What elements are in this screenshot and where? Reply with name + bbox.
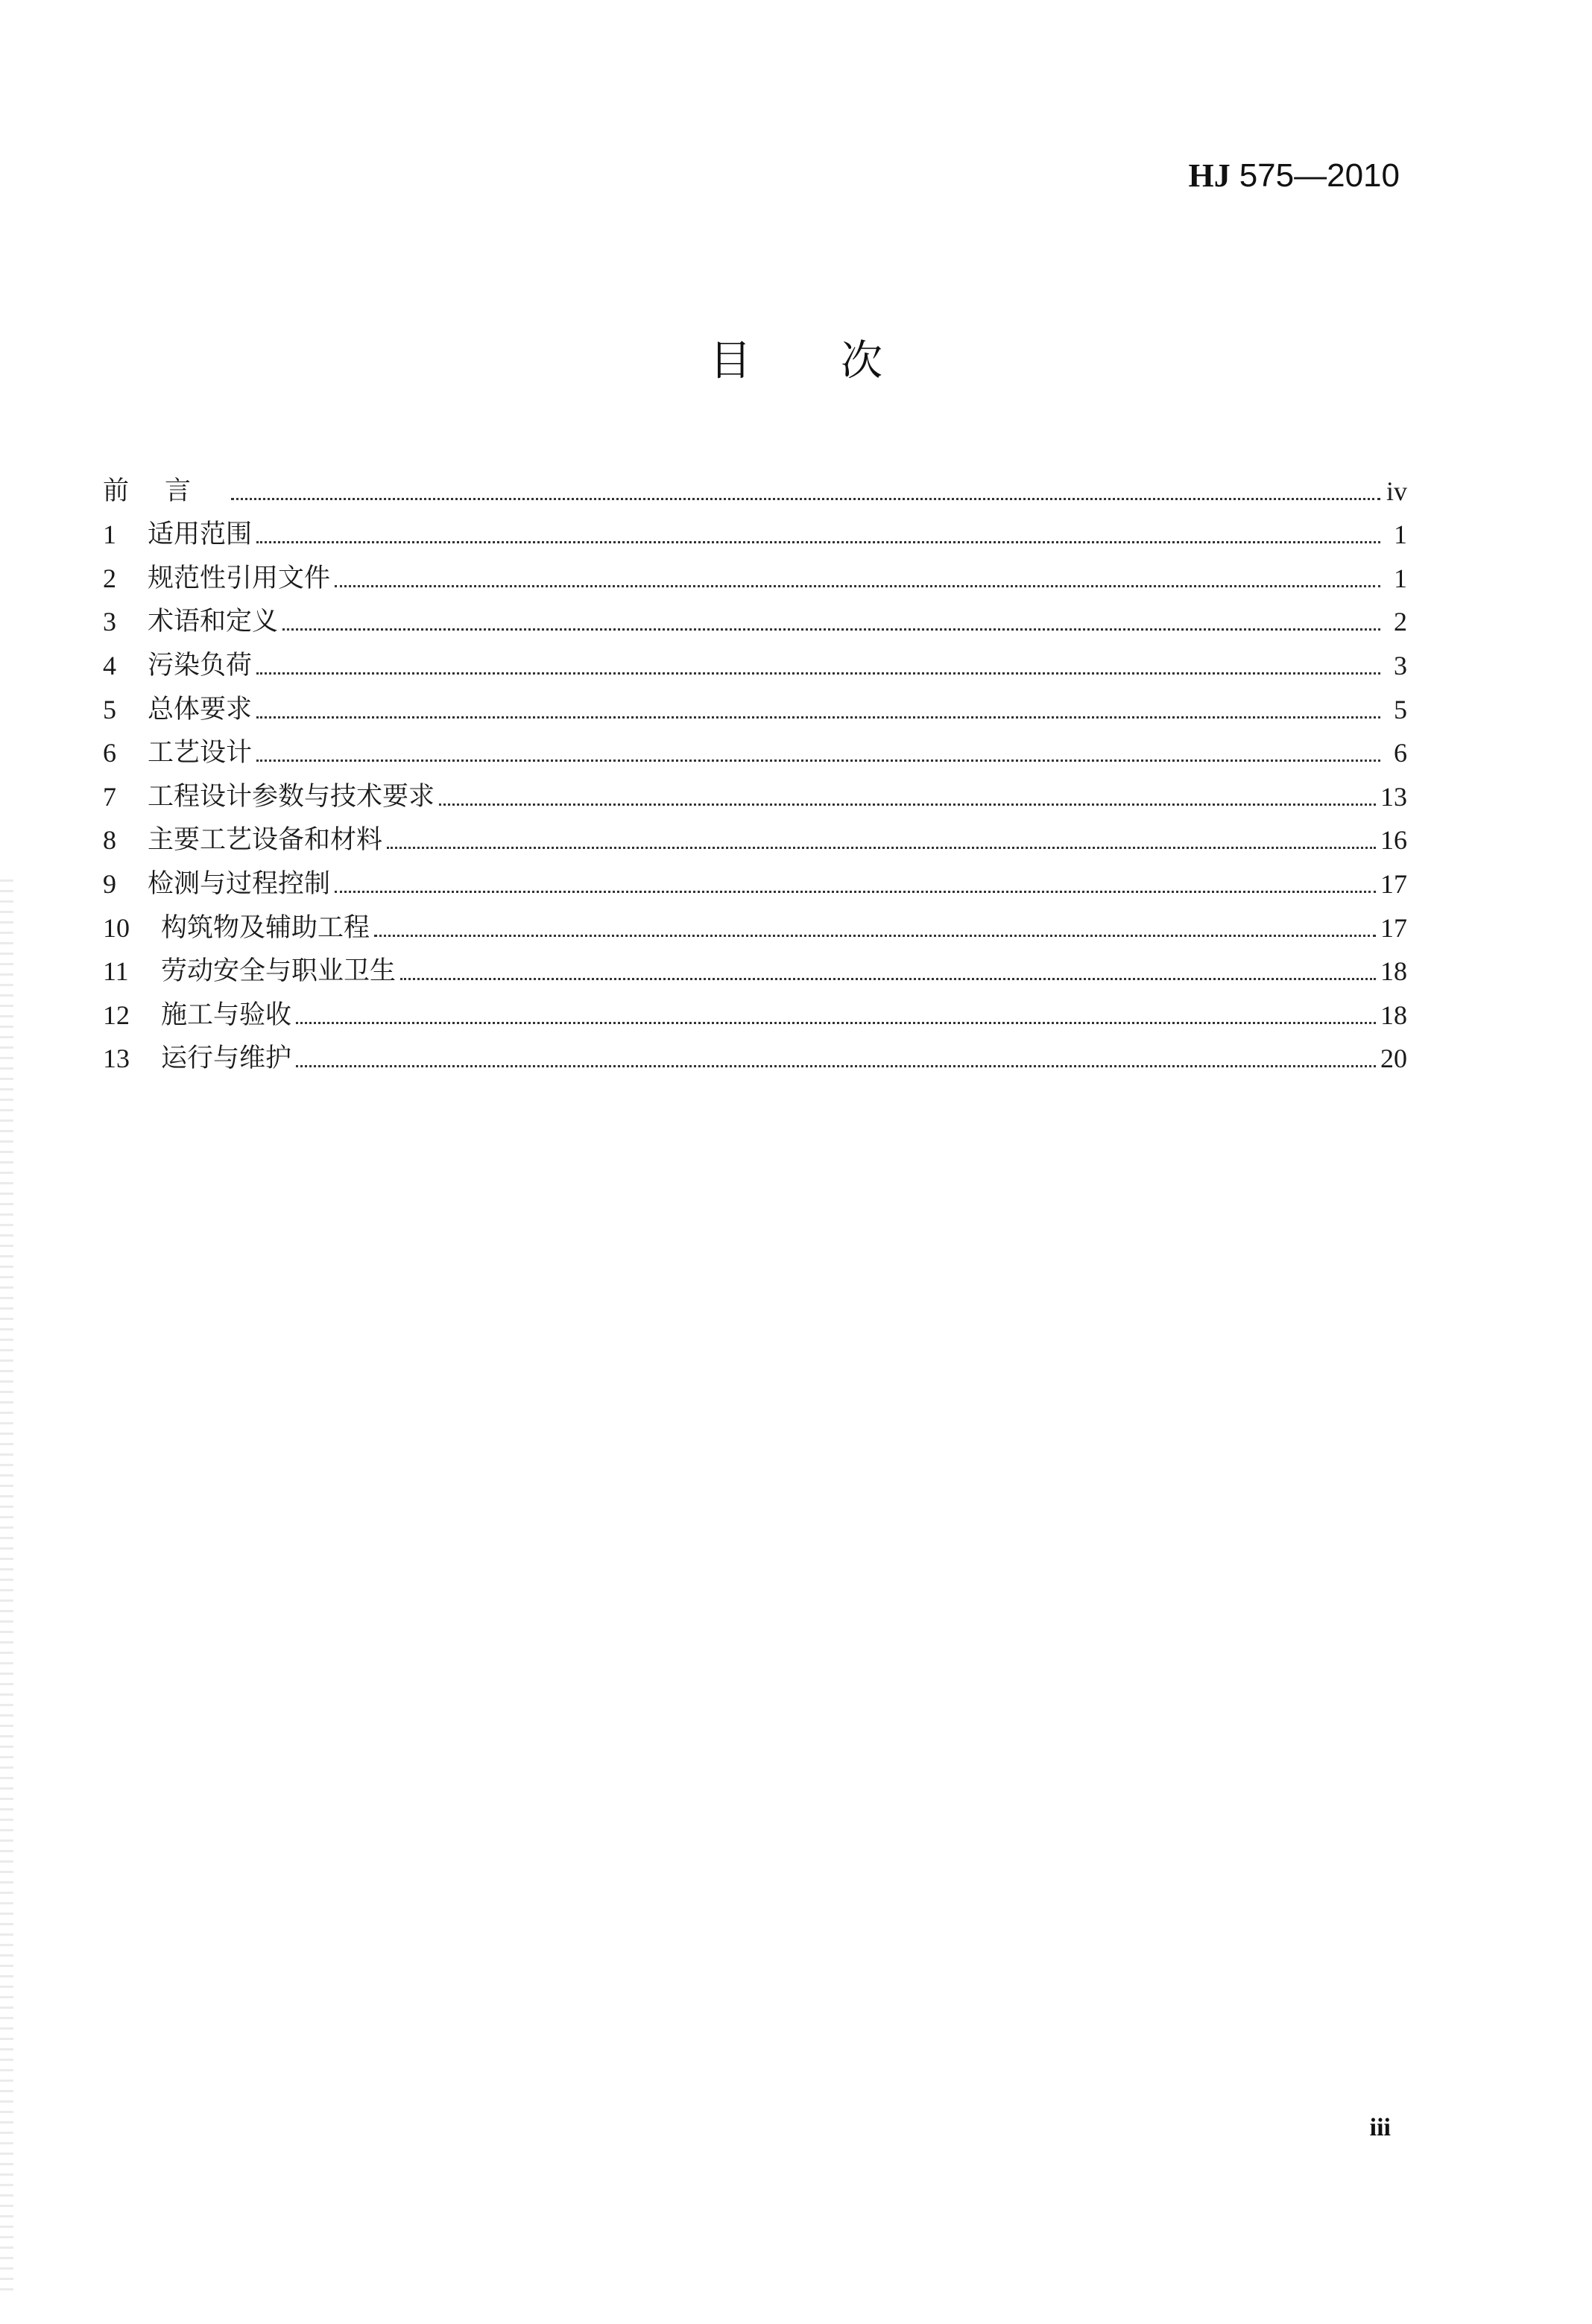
toc-row-6[interactable] — [103, 724, 1407, 768]
toc-page: 1 — [1394, 520, 1407, 550]
toc-number: 9 — [103, 868, 116, 899]
toc-leader — [231, 498, 1380, 500]
toc-label: 工程设计参数与技术要求 — [148, 781, 435, 812]
toc-page: 3 — [1394, 650, 1407, 681]
toc-row-10[interactable] — [103, 899, 1407, 943]
toc-page: 16 — [1380, 825, 1407, 856]
toc-number: 8 — [103, 825, 116, 856]
toc-page: 17 — [1380, 912, 1407, 943]
toc-page: 6 — [1394, 738, 1407, 768]
toc-leader — [387, 847, 1376, 849]
toc-leader — [400, 978, 1376, 980]
toc-number: 11 — [103, 956, 129, 987]
toc-label: 适用范围 — [148, 520, 253, 550]
toc-title: 目次 — [710, 337, 972, 385]
toc-page: iv — [1386, 476, 1407, 506]
toc-label: 施工与验收 — [161, 1000, 292, 1030]
toc-leader — [256, 541, 1380, 543]
toc-page: 13 — [1380, 781, 1407, 812]
toc-row-13[interactable] — [103, 1030, 1407, 1074]
toc-number: 10 — [103, 912, 130, 943]
toc-number: 4 — [103, 650, 116, 681]
toc-number: 13 — [103, 1043, 130, 1074]
toc-label: 检测与过程控制 — [148, 868, 331, 899]
toc-label: 主要工艺设备和材料 — [148, 825, 383, 856]
toc-row-3[interactable] — [103, 593, 1407, 637]
toc-label: 运行与维护 — [161, 1043, 292, 1074]
toc-number: 2 — [103, 563, 116, 593]
toc-label: 构筑物及辅助工程 — [161, 912, 370, 943]
toc-label: 工艺设计 — [148, 738, 253, 768]
toc-label: 规范性引用文件 — [148, 563, 331, 593]
toc-row-9[interactable] — [103, 855, 1407, 899]
toc-leader — [335, 891, 1376, 893]
toc-number: 7 — [103, 781, 116, 812]
toc-label: 污染负荷 — [148, 650, 253, 681]
toc-row-12[interactable] — [103, 986, 1407, 1030]
toc-row-5[interactable] — [103, 681, 1407, 724]
toc-row-11[interactable] — [103, 943, 1407, 987]
toc-row-2[interactable] — [103, 549, 1407, 593]
toc-leader — [296, 1065, 1376, 1067]
toc-label: 劳动安全与职业卫生 — [161, 956, 397, 987]
toc-number: 3 — [103, 607, 116, 637]
toc-label: 术语和定义 — [148, 607, 279, 637]
toc-label: 总体要求 — [148, 694, 253, 724]
toc-number: 1 — [103, 520, 116, 550]
page-number: iii — [1369, 2114, 1391, 2141]
toc-label: 前言 — [103, 476, 227, 506]
table-of-contents — [103, 462, 1407, 1073]
toc-page: 5 — [1394, 694, 1407, 724]
toc-page: 2 — [1394, 607, 1407, 637]
toc-leader — [256, 716, 1380, 719]
toc-number: 12 — [103, 1000, 130, 1030]
toc-page: 17 — [1380, 868, 1407, 899]
toc-row-4[interactable] — [103, 637, 1407, 681]
toc-leader — [282, 628, 1380, 631]
toc-row-preface[interactable] — [103, 462, 1407, 506]
toc-row-8[interactable] — [103, 812, 1407, 856]
toc-leader — [374, 935, 1376, 937]
toc-leader — [335, 585, 1380, 587]
toc-leader — [296, 1022, 1376, 1024]
toc-row-7[interactable] — [103, 768, 1407, 812]
toc-number: 6 — [103, 738, 116, 768]
toc-page: 18 — [1380, 1000, 1407, 1030]
scan-edge-artifact — [0, 880, 13, 2296]
toc-page: 1 — [1394, 563, 1407, 593]
toc-number: 5 — [103, 694, 116, 724]
toc-row-1[interactable] — [103, 506, 1407, 550]
standard-code — [1188, 157, 1400, 195]
toc-leader — [256, 760, 1380, 762]
standard-prefix: HJ — [1188, 157, 1231, 194]
toc-page: 18 — [1380, 956, 1407, 987]
standard-number: 575—2010 — [1239, 157, 1400, 194]
toc-page: 20 — [1380, 1043, 1407, 1074]
toc-leader — [439, 803, 1376, 806]
toc-leader — [256, 672, 1380, 675]
